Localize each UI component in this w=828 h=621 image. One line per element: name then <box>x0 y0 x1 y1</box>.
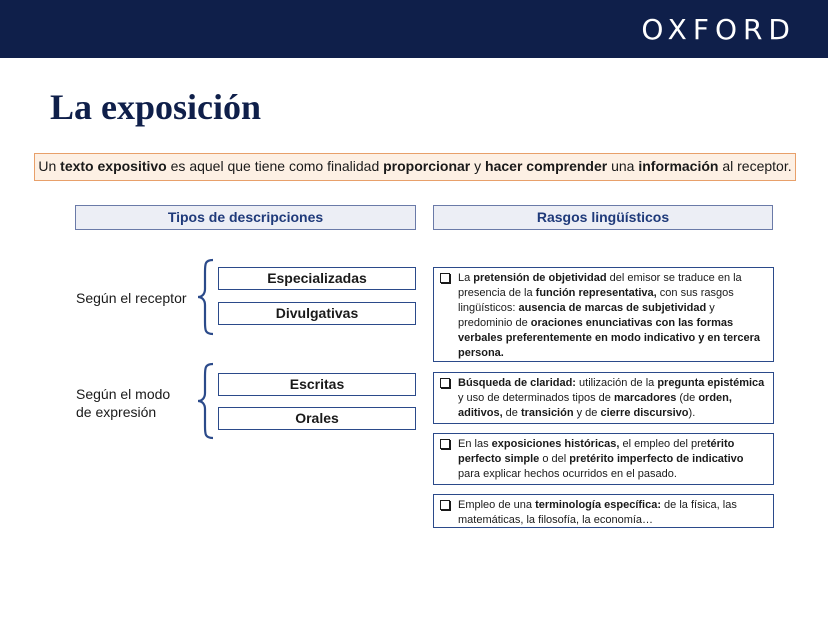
type-especializadas: Especializadas <box>218 267 416 290</box>
checkbox-bullet-icon <box>440 273 450 283</box>
type-escritas: Escritas <box>218 373 416 396</box>
group-receptor-label: Según el receptor <box>76 290 187 306</box>
group-modo-label: Según el modo de expresión <box>76 386 171 420</box>
slide-title: La exposición <box>50 87 262 127</box>
feature-historicas: En las exposiciones históricas, el empleo del pretérito perfecto simple o del pretérito imperfecto de indicativo para explicar hechos ocurridos en el pasado. <box>433 433 774 485</box>
left-column-header: Tipos de descripciones <box>75 205 416 230</box>
checkbox-bullet-icon <box>440 500 450 510</box>
brace-modo <box>196 362 216 440</box>
right-column-header: Rasgos lingüísticos <box>433 205 773 230</box>
checkbox-bullet-icon <box>440 439 450 449</box>
type-orales: Orales <box>218 407 416 430</box>
oxford-logo: OXFORD <box>641 13 796 46</box>
checkbox-bullet-icon <box>440 378 450 388</box>
type-divulgativas: Divulgativas <box>218 302 416 325</box>
definition-text: Un texto expositivo es aquel que tiene como finalidad proporcionar y hacer comprender una información al receptor. <box>38 158 792 174</box>
feature-terminologia: Empleo de una terminología específica: de la física, las matemáticas, la filosofía, la economía… <box>433 494 774 528</box>
top-banner <box>0 0 828 58</box>
feature-objetividad: La pretensión de objetividad del emisor se traduce en la presencia de la función representativa, con sus rasgos lingüísticos: ausencia de marcas de subjetividad y predominio de oraciones enunciativas con las formas verbales preferentemente en modo indicativo y en tercera persona. <box>433 267 774 362</box>
brace-receptor <box>196 258 216 336</box>
feature-claridad: Búsqueda de claridad: utilización de la pregunta epistémica y uso de determinados tipos de marcadores (de orden, aditivos, de transición y de cierre discursivo). <box>433 372 774 424</box>
